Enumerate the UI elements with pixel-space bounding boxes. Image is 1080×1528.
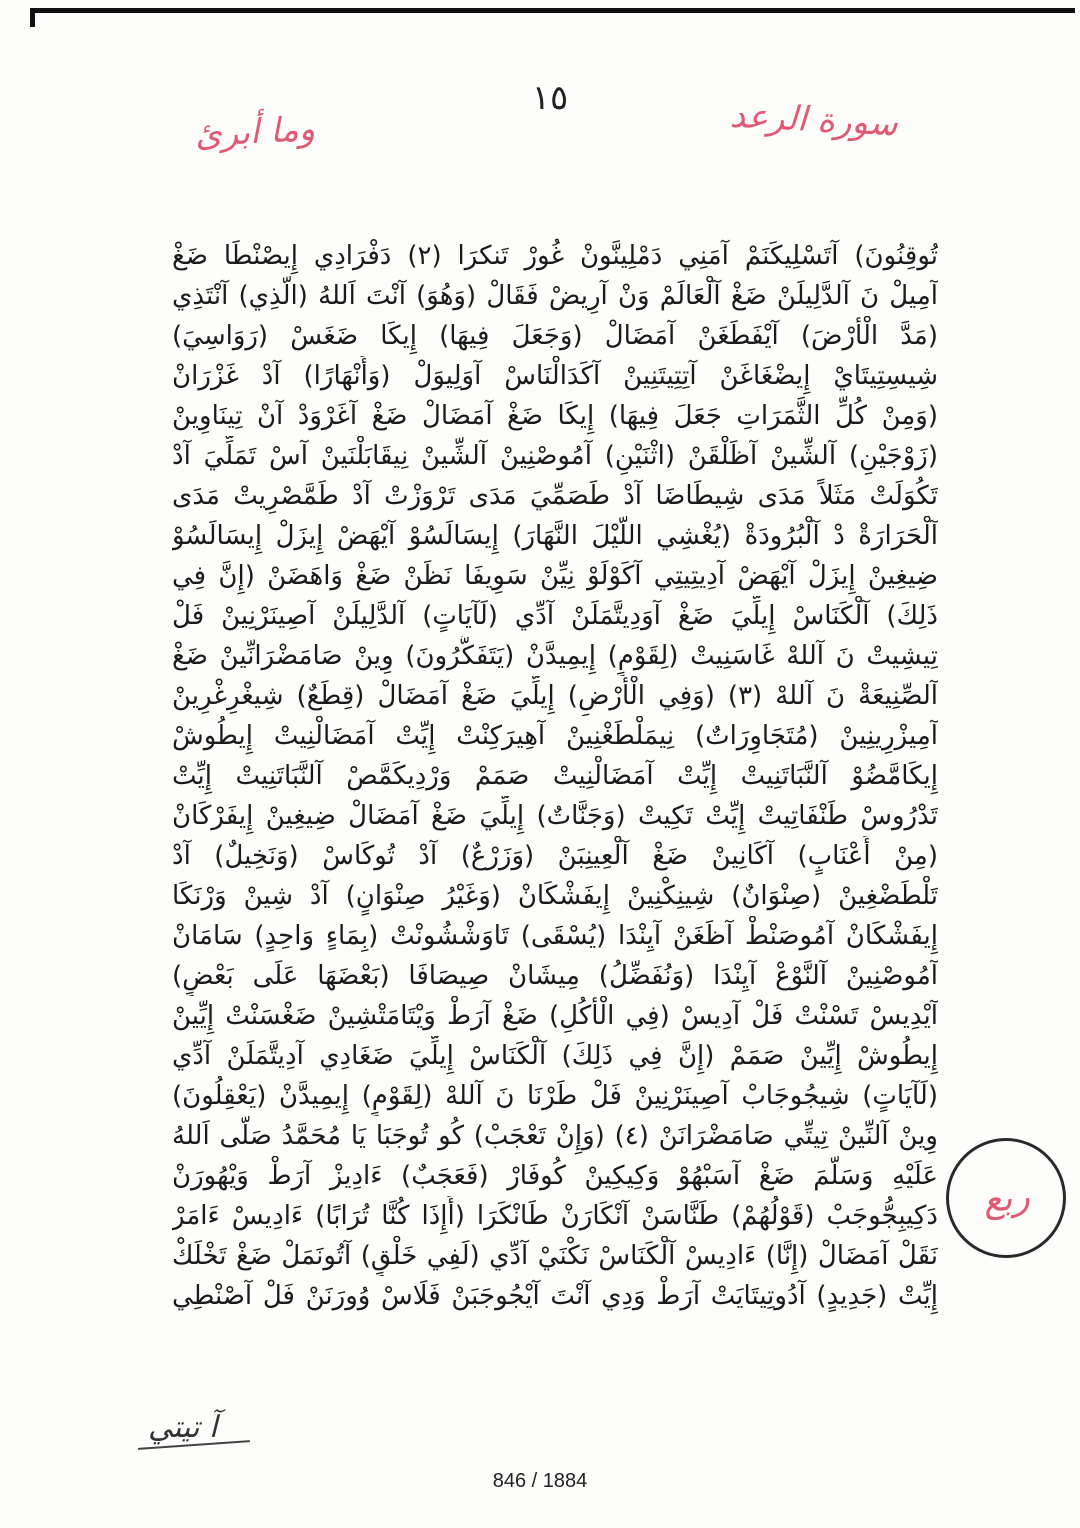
margin-quarter-circle [946,1138,1066,1258]
text-line: آمُوصْنِينْ آلنَّوْعْ آيِنْدَا (وَنُفَضِّلُ) مِيشَانْ صِيصَافَا (بَعْضَهَا عَلَى بَعْضٍ) [172,961,938,991]
text-line: تَلْطَضْغِينْ (صِنْوَانٌ) شِينِكْنِينْ إِيفَشْكَانْ (وَغَيْرُ صِنْوَانٍ) آدْ شِينْ وَرْنَكَا [172,881,938,911]
text-line: ذَلِكَ) آلْكَنَاسْ إِيلِّيَ ضَغْ آوَدِيتَّمَلَنْ آدِّي (لَآيَاتٍ) آلدَّلِيلَنْ آصِينَرْنِينْ فَلْ [172,601,938,631]
text-line: آلصِّنِيعَةْ نَ آللهْ (٣) (وَفِي الْأَرْضِ) إِيلِّيَ ضَغْ آمَضَالْ (قِطَعٌ) شِيغْرِغْرِينْ [172,681,938,711]
text-line: آلْحَرَارَةْ دْ آلْبُرُودَةْ (يُغْشِي اللَّيْلَ النَّهَارَ) إِيسَالَسُوْ آيْهَضْ إِيزَلْ إِيسَالَسُوْ [172,521,938,551]
text-line: تُوقِنُونَ) آتَسْلِيكَنَمْ آمَنِي دَمْلِينَّونْ غُورْ تَنكرَا (٢) دَفْرَادِي إِيصْنْطَا ضَغْ [172,241,938,271]
page-counter: 846 / 1884 [492,1470,588,1492]
text-line: وِينْ آلنِّينْ تِيتِّي صَامَضْرَانَنْ (٤) (وَإِنْ تَعْجَبْ) كُو تُوجَبَا يَا مُحَمَّدُ صَلَّى اَللهُ [172,1121,938,1151]
text-line: دَكِيبِجُّوجَبْ (قَوْلُهُمْ) طَنَّاسَنْ آنْكَارَنْ طَانْكَرَا (أَإِذَا كُنَّا تُرَابًا) ءَادِيسْ ءَامَرْ [172,1201,938,1231]
handwritten-note-left: وما أبرئ [194,108,317,156]
text-line: تَكُوَلَتْ مَثَلاً مَدَى شِيطَاضَا آدْ طَصَمِّيَ مَدَى تَرْوَزْتْ آدْ طَمَّصْرِيتْ مَدَى [172,481,938,511]
text-line: تِيشِيتْ نَ آللهْ غَاسَنِيتْ (لِقَوْمٍ) إِيمِيدَّنْ (يَتَفَكَّرُونَ) وِينْ صَامَضْرَانِّينْ ضَغْ [172,641,938,671]
text-line: عَلَيْهِ وَسَلَّمَ ضَغْ آسَبْهُوْ وَكِيكِينْ كُوفَارْ (فَعَجَبٌ) ءَادِيزْ آرَطْ وَيْهُورَنْ [172,1161,938,1191]
text-line: شِيسِتِيتَايْ إِيضْغَاغَنْ آتِتِيتَنِينْ آكَدَالْنَاسْ آوَلِيوَلْ (وَأَنْهَارًا) آدْ غَزْرَانْ [172,361,938,391]
text-line: تَدْرُوسْ طَنْفَاتِيتْ إِيِّتْ تَكِيتْ (وَجَنَّاتٌ) إِيلِّيَ ضَغْ آمَضَالْ ضِيغِينْ إِيفَرْكَانْ [172,801,938,831]
text-line: إِيفَشْكَانْ آمُوصَنْطْ آظَغَنْ آيِنْدَا (يُسْقَى) تَاوَشْشُونْتْ (بِمَاءٍ وَاحِدٍ) سَامَانْ [172,921,938,951]
text-line: (مَدَّ الْأَرْضَ) آيْفَطَغَنْ آمَضَالْ (وَجَعَلَ فِيهَا) إِيكَا ضَغَسْ (رَوَاسِيَ) [172,321,938,351]
text-line: (مِنْ أَعْنَابٍ) آكَانِينْ ضَغْ آلْعِينِبَنْ (وَزَرْعٌ) آدْ تُوكَاسْ (وَنَخِيلٌ) آدْ [172,841,938,871]
handwritten-surah-title: سورة الرعد [729,95,899,145]
text-line: نَقَلْ آمَضَالْ (إِنَّا) ءَادِيسْ آلْكَنَاسْ نَكْنَيْ آدِّي (لَفِي خَلْقٍ) آتُونَمَلْ ضَغْ تَخْلَكْ [172,1241,938,1271]
footer-catchword [138,1408,258,1458]
text-line: إِيِّتْ (جَدِيدٍ) آدُوتِيتَايَتْ آرَطْ وَدِي آنْتَ آيْجُوجَبَنْ فَلَاسْ وُورَنَنْ فَلْ آصْنْطِي [172,1281,938,1311]
body-text [172,236,938,1316]
text-line: (زَوْجَيْنِ) آلشِّينْ آظَلْقَنْ (اثْنَيْنِ) آمُوصْنِينْ آلشِّينْ نِيقَابَلْنَينْ آسْ تَمَلِّيَ آدْ [172,441,938,471]
page-number: ١٥ [531,78,569,118]
text-line: آمِيلْ نَ آلدَّلِيلَنْ ضَغْ آلْعَالَمْ وَنْ آرِيضْ فَقَالْ (وَهُوَ) آنْتَ اَللهُ (الَّذِي) آنْتَذِي [172,281,938,311]
text-line: (وَمِنْ كُلِّ الثَّمَرَاتِ جَعَلَ فِيهَا) إِيكَا ضَغْ آمَضَالْ ضَغْ آغَرْوَدْ آنْ تِينَاوِينْ [172,401,938,431]
text-line: (لَآيَاتٍ) شِيجُوجَابْ آصِينَرْنِينْ فَلْ طَرْنَا نَ آللهْ (لِقَوْمٍ) إِيمِيدَّنْ (يَعْقِلُونَ) [172,1081,938,1111]
text-line: إِيطُوشْ إِيِّينْ صَمَمْ (إِنَّ فِي ذَلِكَ) آلْكَنَاسْ إِيلِّيَ ضَغَادِي آدِيتَّمَلَنْ آدِّي [172,1041,938,1071]
text-line: آيْدِيسْ تَسْنْتْ فَلْ آدِيسْ (فِي الْأُكُلِ) ضَغْ آرَطْ وَيْتَامَتْشِينْ ضَغْسَنْتْ إِيِّينْ [172,1001,938,1031]
scan-corner-mark [30,8,1075,27]
margin-quarter-label: ربع [980,1175,1032,1221]
text-line: آمِيزْرِينِينْ (مُتَجَاوِرَاتٌ) نِيمَلْطَغْنِينْ آهِيرَكِنْتْ إِيِّتْ آمَضَالْنِيتْ إِيطُوشْ [172,721,938,751]
text-line: ضِيغِينْ إِيزَلْ آيْهَضْ آدِيتِيتِي آكَوْلَوْ نِيِّنْ سَوِيفَا نَظَنْ ضَغْ وَاهَضَنْ (إِنَّ فِي [172,561,938,591]
catchword-text: آ تيتي [148,1410,218,1445]
text-line: إِيكَامَّضُوْ آلنَّبَاتَنِيتْ إِيِّتْ آمَضَالْنِيتْ صَمَمْ وَرْدِيكَمَّصْ آلنَّبَاتَنِيتْ إِيِّتْ [172,761,938,791]
